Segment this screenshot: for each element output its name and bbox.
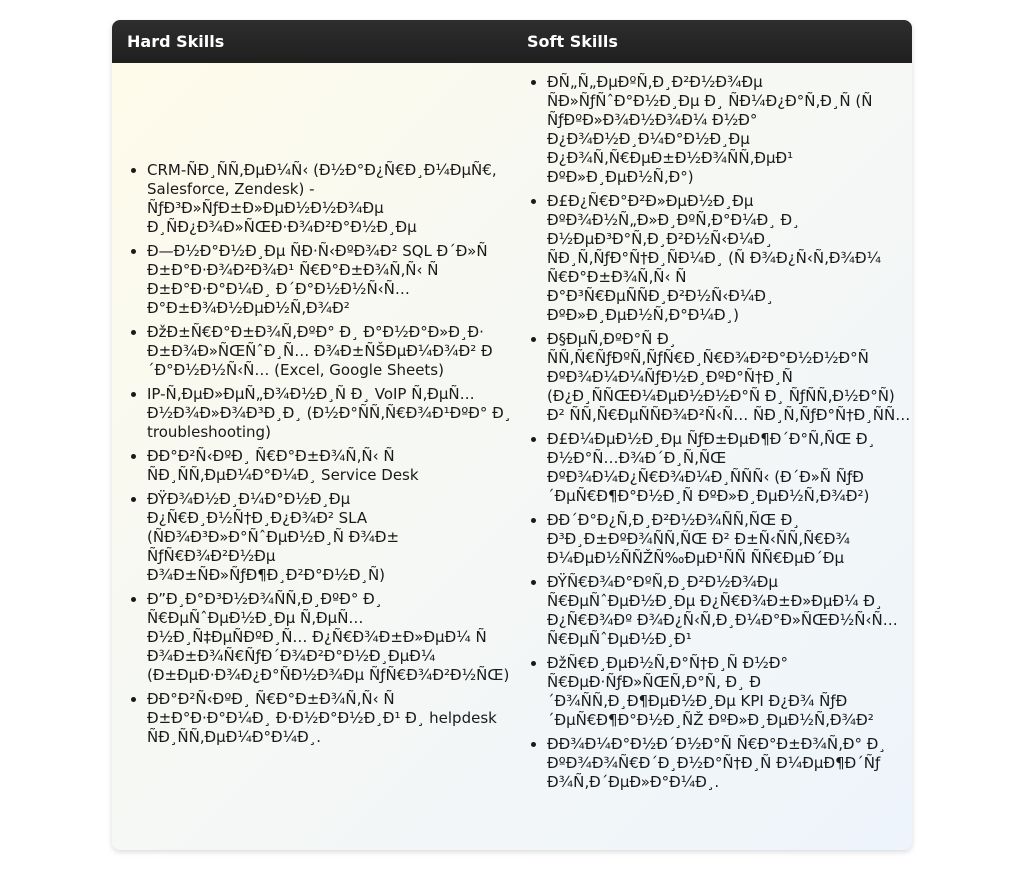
hard-skill-item: • IP-Ñ‚ÐµÐ»ÐµÑ„Ð¾Ð½Ð¸Ñ Ð¸ VoIP Ñ‚ÐµÑ…Ð½Ð¾Ð»Ð¾Ð³Ð¸Ð¸ (Ð½Ð°ÑÑ‚Ñ€Ð¾Ð¹ÐºÐ° Ð¸ troubleshooting)	[147, 385, 512, 442]
hard-skill-item: • CRM-ÑÐ¸ÑÑ‚ÐµÐ¼Ñ‹ (Ð½Ð°Ð¿Ñ€Ð¸Ð¼ÐµÑ€, Salesforce, Zendesk) - ÑƒÐ³Ð»ÑƒÐ±Ð»ÐµÐ½Ð½Ð¾Ðµ Ð¸ÑÐ¿Ð¾Ð»ÑŒÐ·Ð¾Ð²Ð°Ð½Ð¸Ðµ	[147, 161, 512, 237]
soft-skill-item: • ÐÐ¾Ð¼Ð°Ð½Ð´Ð½Ð°Ñ Ñ€Ð°Ð±Ð¾Ñ‚Ð° Ð¸ ÐºÐ¾Ð¾Ñ€Ð´Ð¸Ð½Ð°Ñ†Ð¸Ñ Ð¼ÐµÐ¶Ð´Ñƒ Ð¾Ñ‚Ð´ÐµÐ»Ð°Ð¼Ð¸.	[547, 735, 912, 792]
skills-table	[112, 20, 912, 850]
soft-skill-item: • ÐŸÑ€Ð¾Ð°ÐºÑ‚Ð¸Ð²Ð½Ð¾Ðµ Ñ€ÐµÑˆÐµÐ½Ð¸Ðµ Ð¿Ñ€Ð¾Ð±Ð»ÐµÐ¼ Ð¸ Ð¿Ñ€Ð¾Ðº Ð¾Ð¿Ñ‹Ñ‚Ð¸Ð¼Ð°Ð»ÑŒÐ½Ñ‹Ñ… Ñ€ÐµÑˆÐµÐ½Ð¸Ð¹	[547, 573, 912, 649]
soft-skill-item: • Ð£Ð¼ÐµÐ½Ð¸Ðµ ÑƒÐ±ÐµÐ¶Ð´Ð°Ñ‚ÑŒ Ð¸ Ð½Ð°Ñ…Ð¾Ð´Ð¸Ñ‚ÑŒ ÐºÐ¾Ð¼Ð¿Ñ€Ð¾Ð¼Ð¸ÑÑÑ‹ (Ð´Ð»Ñ ÑƒÐ´ÐµÑ€Ð¶Ð°Ð½Ð¸Ñ ÐºÐ»Ð¸ÐµÐ½Ñ‚Ð¾Ð²)	[547, 430, 912, 506]
hard-skill-item: • Ð”Ð¸Ð°Ð³Ð½Ð¾ÑÑ‚Ð¸ÐºÐ° Ð¸ Ñ€ÐµÑˆÐµÐ½Ð¸Ðµ Ñ‚ÐµÑ…Ð½Ð¸Ñ‡ÐµÑÐºÐ¸Ñ… Ð¿Ñ€Ð¾Ð±Ð»ÐµÐ¼ Ñ Ð¾Ð±Ð¾Ñ€ÑƒÐ´Ð¾Ð²Ð°Ð½Ð¸ÐµÐ¼ (Ð±ÐµÐ·Ð¾Ð¿Ð°ÑÐ½Ð¾Ðµ ÑƒÑ€Ð¾Ð²Ð½ÑŒ)	[147, 590, 512, 685]
hard-skill-item: • ÐžÐ±Ñ€Ð°Ð±Ð¾Ñ‚ÐºÐ° Ð¸ Ð°Ð½Ð°Ð»Ð¸Ð· Ð±Ð¾Ð»ÑŒÑˆÐ¸Ñ… Ð¾Ð±ÑŠÐµÐ¼Ð¾Ð² Ð´Ð°Ð½Ð½Ñ‹Ñ… (Excel, Google Sheets)	[147, 323, 512, 380]
hard-skill-item: • ÐŸÐ¾Ð½Ð¸Ð¼Ð°Ð½Ð¸Ðµ Ð¿Ñ€Ð¸Ð½Ñ†Ð¸Ð¿Ð¾Ð² SLA (ÑÐ¾Ð³Ð»Ð°ÑˆÐµÐ½Ð¸Ñ Ð¾Ð± ÑƒÑ€Ð¾Ð²Ð½Ðµ Ð¾Ð±ÑÐ»ÑƒÐ¶Ð¸Ð²Ð°Ð½Ð¸Ñ)	[147, 490, 512, 585]
hard-skills-header: Hard Skills	[127, 32, 225, 51]
soft-skill-item: • ÐÐ´Ð°Ð¿Ñ‚Ð¸Ð²Ð½Ð¾ÑÑ‚ÑŒ Ð¸ Ð³Ð¸Ð±ÐºÐ¾ÑÑ‚ÑŒ Ð² Ð±Ñ‹ÑÑ‚Ñ€Ð¾ Ð¼ÐµÐ½ÑÑŽÑ‰ÐµÐ¹ÑÑ ÑÑ€ÐµÐ´Ðµ	[547, 511, 912, 568]
hard-skill-item: • ÐÐ°Ð²Ñ‹ÐºÐ¸ Ñ€Ð°Ð±Ð¾Ñ‚Ñ‹ Ñ ÑÐ¸ÑÑ‚ÐµÐ¼Ð°Ð¼Ð¸ Service Desk	[147, 447, 512, 485]
soft-skill-item: • Ð£Ð¿Ñ€Ð°Ð²Ð»ÐµÐ½Ð¸Ðµ ÐºÐ¾Ð½Ñ„Ð»Ð¸ÐºÑ‚Ð°Ð¼Ð¸ Ð¸ Ð½ÐµÐ³Ð°Ñ‚Ð¸Ð²Ð½Ñ‹Ð¼Ð¸ ÑÐ¸Ñ‚ÑƒÐ°Ñ†Ð¸ÑÐ¼Ð¸ (Ñ Ð¾Ð¿Ñ‹Ñ‚Ð¾Ð¼ Ñ€Ð°Ð±Ð¾Ñ‚Ñ‹ Ñ Ð°Ð³Ñ€ÐµÑÑÐ¸Ð²Ð½Ñ‹Ð¼Ð¸ ÐºÐ»Ð¸ÐµÐ½Ñ‚Ð°Ð¼Ð¸)	[547, 192, 912, 325]
table-header	[112, 20, 912, 63]
soft-skills-header: Soft Skills	[527, 32, 618, 51]
hard-skill-item: • ÐÐ°Ð²Ñ‹ÐºÐ¸ Ñ€Ð°Ð±Ð¾Ñ‚Ñ‹ Ñ Ð±Ð°Ð·Ð°Ð¼Ð¸ Ð·Ð½Ð°Ð½Ð¸Ð¹ Ð¸ helpdesk ÑÐ¸ÑÑ‚ÐµÐ¼Ð°Ð¼Ð¸.	[147, 690, 512, 747]
soft-skill-item: • ÐžÑ€Ð¸ÐµÐ½Ñ‚Ð°Ñ†Ð¸Ñ Ð½Ð° Ñ€ÐµÐ·ÑƒÐ»ÑŒÑ‚Ð°Ñ‚ Ð¸ Ð´Ð¾ÑÑ‚Ð¸Ð¶ÐµÐ½Ð¸Ðµ KPI Ð¿Ð¾ ÑƒÐ´ÐµÑ€Ð¶Ð°Ð½Ð¸ÑŽ ÐºÐ»Ð¸ÐµÐ½Ñ‚Ð¾Ð²	[547, 654, 912, 730]
hard-skills-column	[112, 63, 512, 850]
soft-skill-item: • ÐÑ„Ñ„ÐµÐºÑ‚Ð¸Ð²Ð½Ð¾Ðµ ÑÐ»ÑƒÑˆÐ°Ð½Ð¸Ðµ Ð¸ ÑÐ¼Ð¿Ð°Ñ‚Ð¸Ñ (Ñ ÑƒÐºÐ»Ð¾Ð½Ð¾Ð¼ Ð½Ð° Ð¿Ð¾Ð½Ð¸Ð¼Ð°Ð½Ð¸Ðµ Ð¿Ð¾Ñ‚Ñ€ÐµÐ±Ð½Ð¾ÑÑ‚ÐµÐ¹ ÐºÐ»Ð¸ÐµÐ½Ñ‚Ð°)	[547, 73, 912, 187]
table-body	[112, 63, 912, 850]
soft-skills-column	[512, 63, 912, 850]
soft-skills-list	[512, 73, 912, 797]
soft-skill-item: • Ð§ÐµÑ‚ÐºÐ°Ñ Ð¸ ÑÑ‚Ñ€ÑƒÐºÑ‚ÑƒÑ€Ð¸Ñ€Ð¾Ð²Ð°Ð½Ð½Ð°Ñ ÐºÐ¾Ð¼Ð¼ÑƒÐ½Ð¸ÐºÐ°Ñ†Ð¸Ñ (Ð¿Ð¸ÑÑŒÐ¼ÐµÐ½Ð½Ð°Ñ Ð¸ ÑƒÑÑ‚Ð½Ð°Ñ) Ð² ÑÑ‚Ñ€ÐµÑÑÐ¾Ð²Ñ‹Ñ… ÑÐ¸Ñ‚ÑƒÐ°Ñ†Ð¸ÑÑ…	[547, 330, 912, 425]
hard-skills-list	[112, 161, 512, 752]
hard-skill-item: • Ð—Ð½Ð°Ð½Ð¸Ðµ ÑÐ·Ñ‹ÐºÐ¾Ð² SQL Ð´Ð»Ñ Ð±Ð°Ð·Ð¾Ð²Ð¾Ð¹ Ñ€Ð°Ð±Ð¾Ñ‚Ñ‹ Ñ Ð±Ð°Ð·Ð°Ð¼Ð¸ Ð´Ð°Ð½Ð½Ñ‹Ñ… Ð°Ð±Ð¾Ð½ÐµÐ½Ñ‚Ð¾Ð²	[147, 242, 512, 318]
